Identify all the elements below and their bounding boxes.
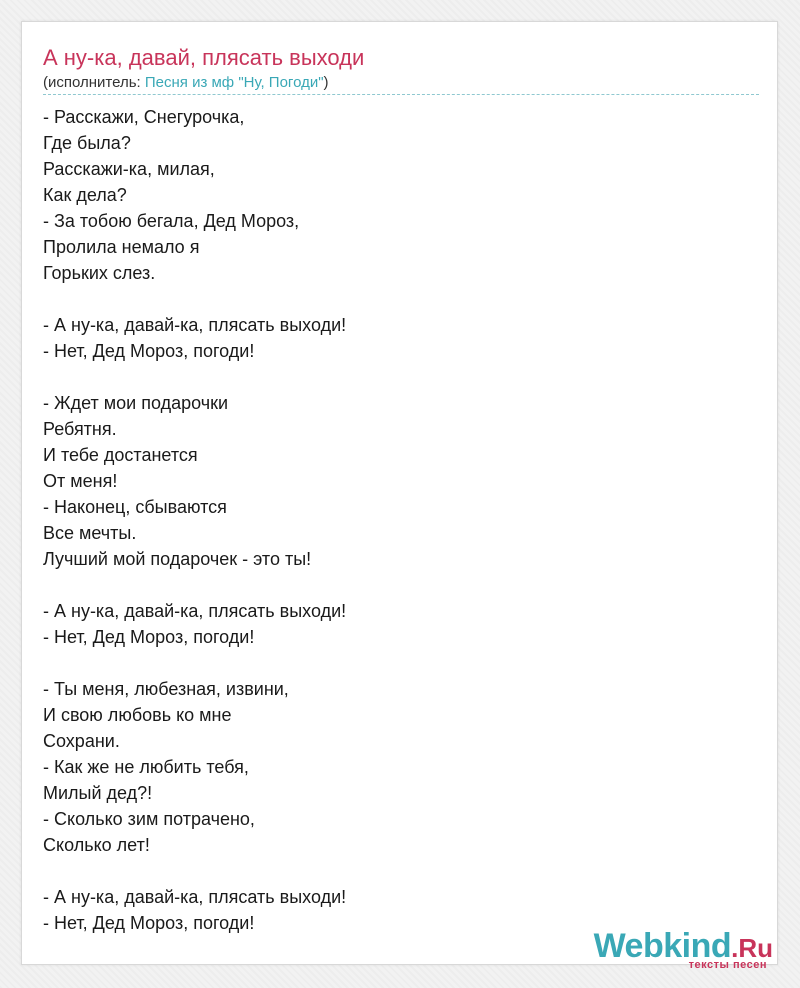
logo-tld: .Ru bbox=[731, 933, 773, 963]
lyrics-line: - Ждет мои подарочки bbox=[43, 393, 229, 413]
lyrics-stanza bbox=[43, 676, 346, 858]
lyrics-line: - Нет, Дед Мороз, погоди! bbox=[43, 913, 255, 933]
lyrics-line: Как дела? bbox=[43, 185, 127, 205]
lyrics-stanza bbox=[43, 390, 346, 572]
lyrics-line: - За тобою бегала, Дед Мороз, bbox=[43, 211, 300, 231]
logo-name: Webkind bbox=[593, 927, 732, 965]
lyrics-line: - А ну-ка, давай-ка, плясать выходи! bbox=[43, 315, 347, 335]
lyrics-line: - Сколько зим потрачено, bbox=[43, 809, 255, 829]
lyrics-line: - А ну-ка, давай-ка, плясать выходи! bbox=[43, 887, 347, 907]
lyrics-line: - Ты меня, любезная, извини, bbox=[43, 679, 289, 699]
logo-tagline: тексты песен bbox=[688, 959, 767, 971]
lyrics-line: Ребятня. bbox=[43, 419, 117, 439]
lyrics-line: Сколько лет! bbox=[43, 835, 150, 855]
lyrics-line: Где была? bbox=[43, 133, 131, 153]
lyrics-line: И свою любовь ко мне bbox=[43, 705, 232, 725]
lyrics-line: - Нет, Дед Мороз, погоди! bbox=[43, 341, 255, 361]
song-title: А ну-ка, давай, плясать выходи bbox=[43, 45, 365, 70]
lyrics-stanza bbox=[43, 884, 346, 936]
lyrics-line: - Нет, Дед Мороз, погоди! bbox=[43, 627, 255, 647]
lyrics-text bbox=[43, 104, 346, 962]
artist-byline bbox=[43, 73, 329, 93]
lyrics-line: Пролила немало я bbox=[43, 237, 200, 257]
lyrics-line: Сохрани. bbox=[43, 731, 120, 751]
artist-link[interactable]: Песня из мф "Ну, Погоди" bbox=[144, 74, 324, 91]
lyrics-stanza bbox=[43, 312, 346, 364]
artist-prefix: (исполнитель: bbox=[43, 74, 145, 91]
lyrics-line: Горьких слез. bbox=[43, 263, 156, 283]
lyrics-stanza bbox=[43, 104, 346, 286]
lyrics-line: - Расскажи, Снегурочка, bbox=[43, 107, 245, 127]
title-divider bbox=[43, 94, 759, 95]
site-logo[interactable] bbox=[594, 928, 773, 971]
lyrics-line: - Как же не любить тебя, bbox=[43, 757, 249, 777]
artist-suffix: ) bbox=[323, 74, 329, 91]
lyrics-line: Расскажи-ка, милая, bbox=[43, 159, 215, 179]
lyrics-line: От меня! bbox=[43, 471, 118, 491]
lyrics-line: Лучший мой подарочек - это ты! bbox=[43, 549, 312, 569]
lyrics-card bbox=[21, 21, 778, 965]
lyrics-line: Все мечты. bbox=[43, 523, 137, 543]
lyrics-stanza bbox=[43, 598, 346, 650]
lyrics-line: - Наконец, сбываются bbox=[43, 497, 227, 517]
lyrics-line: Милый дед?! bbox=[43, 783, 153, 803]
lyrics-line: И тебе достанется bbox=[43, 445, 198, 465]
lyrics-line: - А ну-ка, давай-ка, плясать выходи! bbox=[43, 601, 347, 621]
